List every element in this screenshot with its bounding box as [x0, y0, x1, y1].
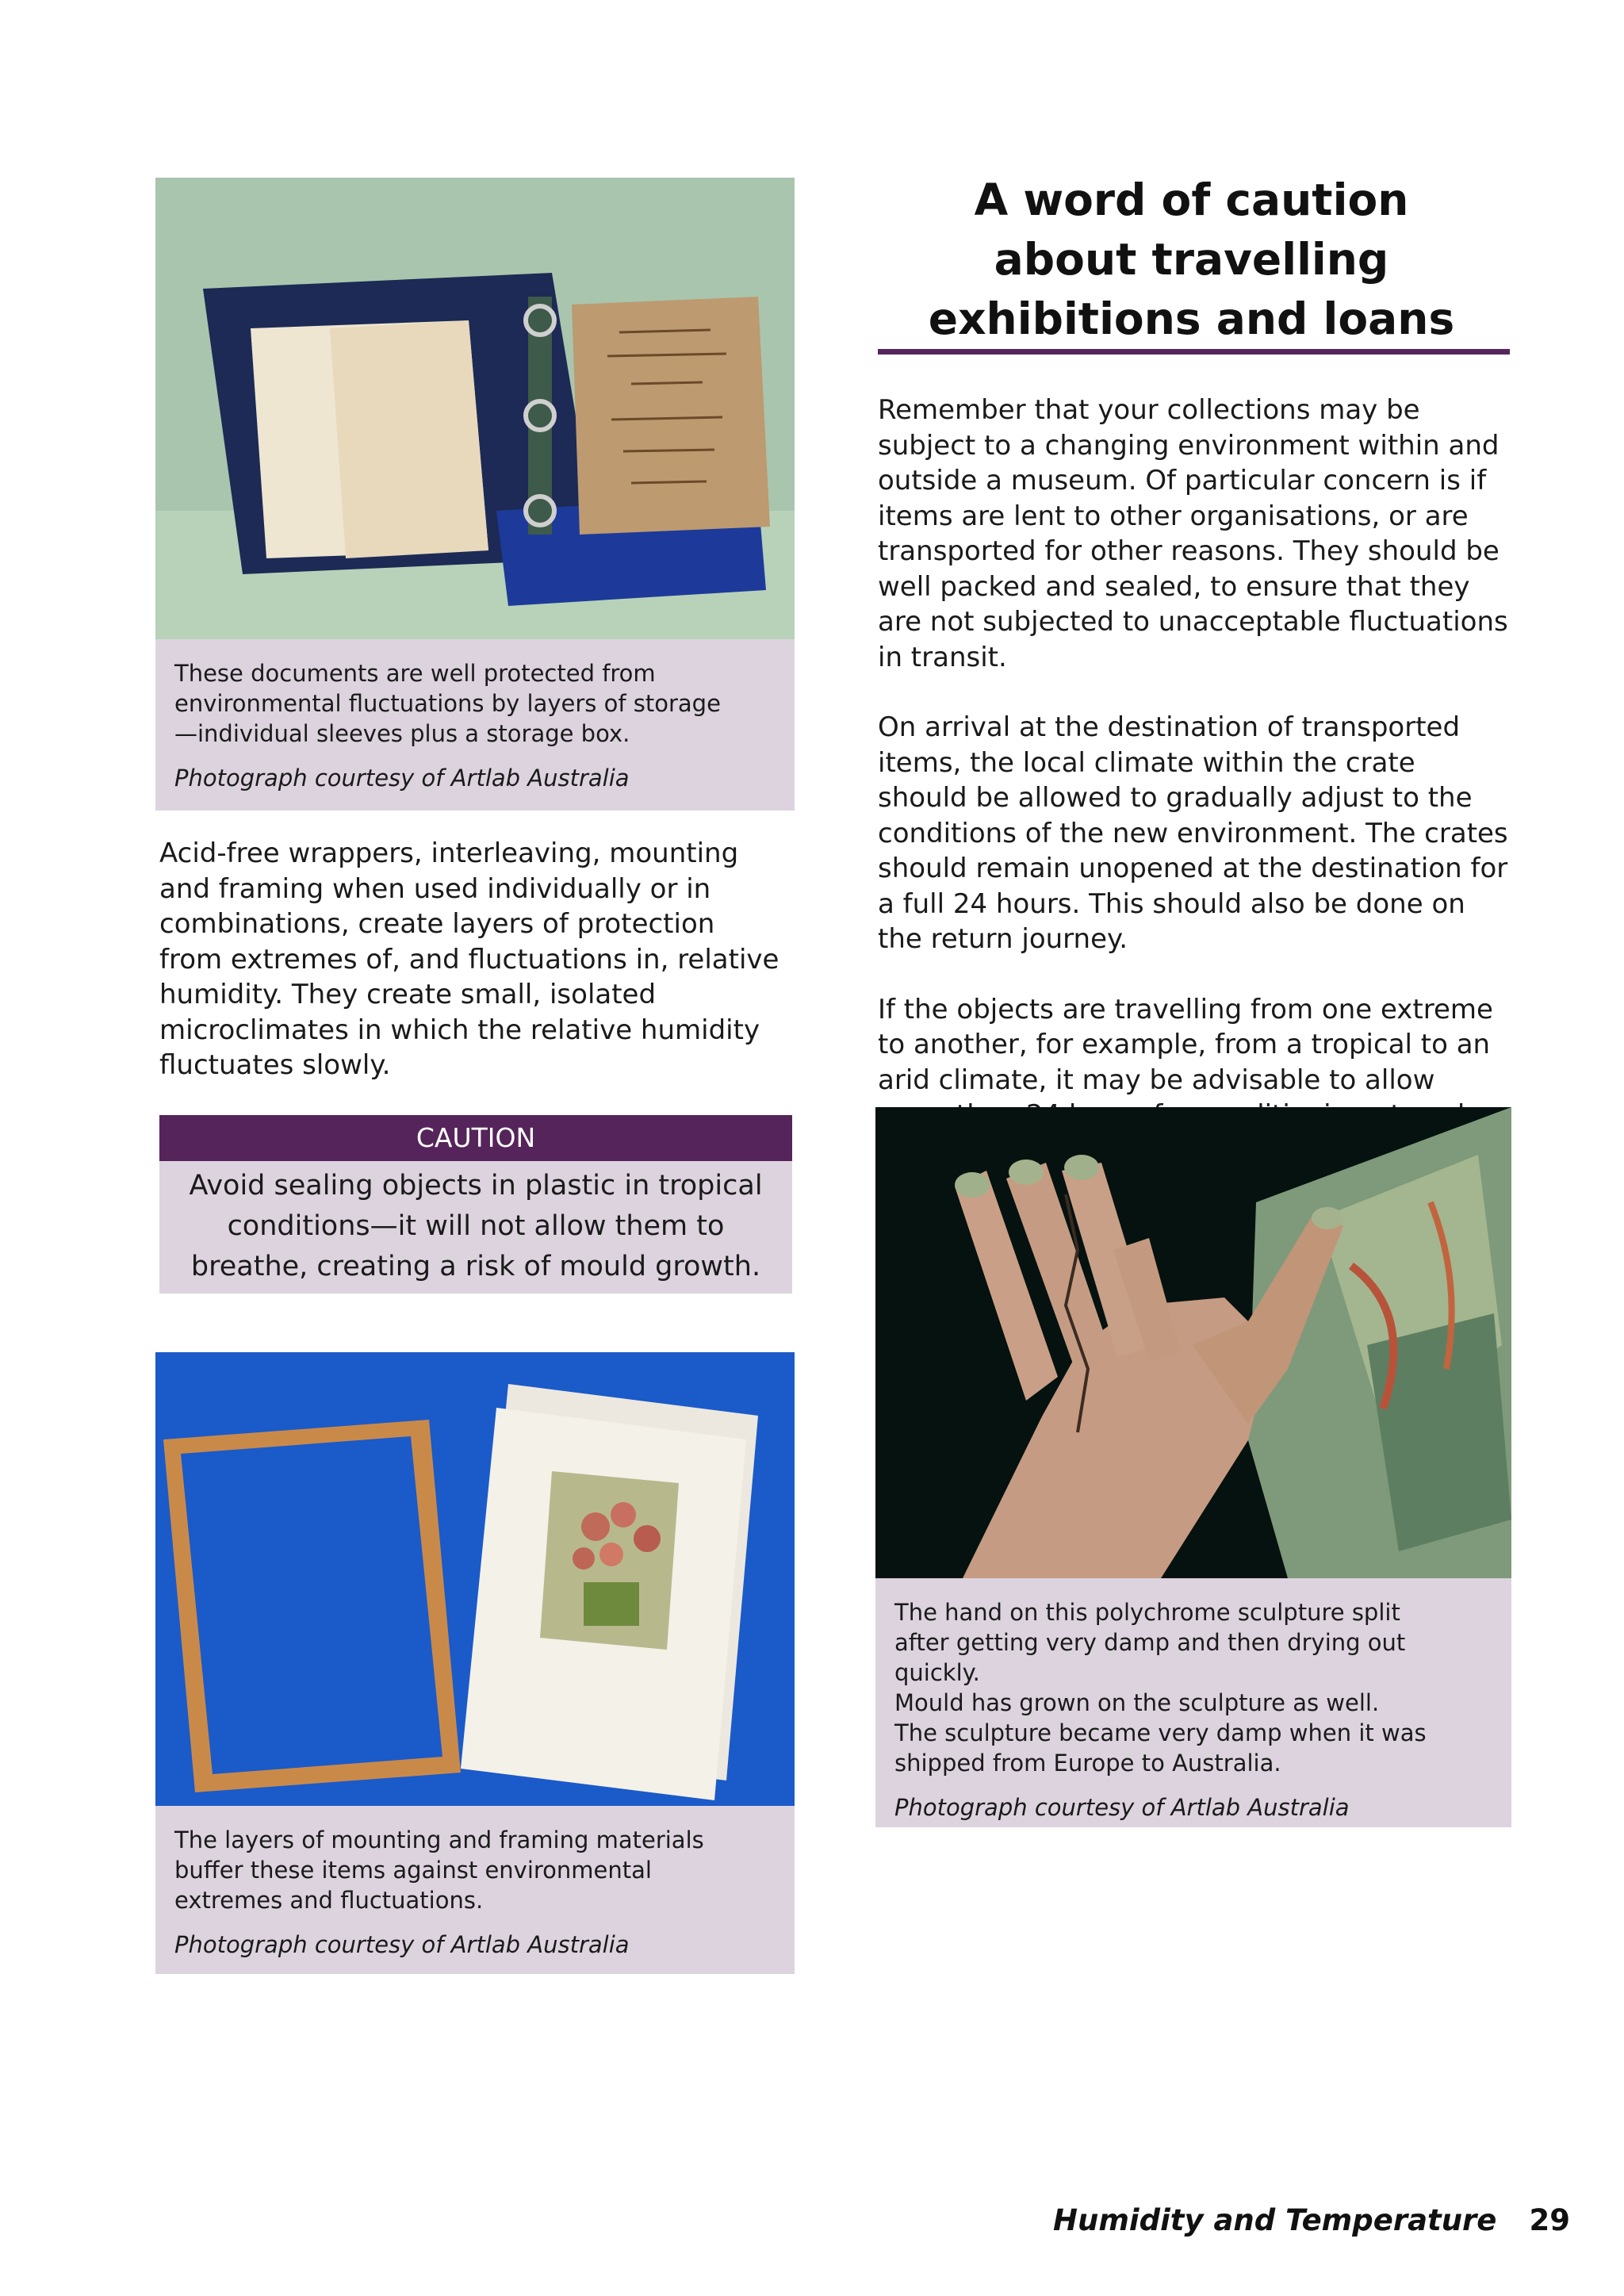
caution-text: Avoid sealing objects in plastic in tropical conditions—it will not allow them to breathe, creating a risk of mould growth.: [159, 1161, 792, 1294]
arrival-paragraph: On arrival at the destination of transported items, the local climate within the crate should be allowed to gradually adjust to the conditions of the new environment. The crates should remain unopened at the destination for a full 24 hours. This should also be done on the return journey.: [878, 711, 1508, 955]
sculpture-hand-photo: [875, 1107, 1511, 1578]
page-number: 29: [1529, 2203, 1570, 2237]
framing-caption-text: The layers of mounting and framing materials buffer these items against environmental extremes and fluctuations.: [174, 1826, 704, 1914]
framing-caption: [155, 1806, 795, 1974]
right-body-text: [878, 393, 1512, 1203]
sculpture-caption-line-2: after getting very damp and then drying out quickly.: [894, 1629, 1406, 1686]
collections-paragraph: Remember that your collections may be subject to a changing environment within and outside a museum. Of particular concern is if items are lent to other organisations, or are transported for other reasons. They should be well packed and sealed, to ensure that they are not subjected to unacceptable fluctuations in transit.: [878, 394, 1508, 673]
sculpture-caption-line-3: Mould has grown on the sculpture as well.: [894, 1689, 1380, 1716]
extreme-travel-paragraph: If the objects are travelling from one extreme to another, for example, from a tropical to an arid climate, it may be advisable to allow: [878, 993, 1493, 1096]
caution-label: CAUTION: [159, 1115, 792, 1161]
sculpture-caption-line-1: The hand on this polychrome sculpture split: [894, 1599, 1400, 1626]
framing-credit: Photograph courtesy of Artlab Australia: [174, 1931, 630, 1958]
storage-box-caption: [155, 639, 795, 811]
caution-box: [159, 1115, 792, 1294]
sculpture-hand-credit: Photograph courtesy of Artlab Australia: [894, 1794, 1350, 1821]
heading-rule: [878, 349, 1510, 355]
storage-box-photo: [155, 178, 795, 639]
storage-box-credit: Photograph courtesy of Artlab Australia: [174, 765, 630, 792]
storage-box-caption-text: These documents are well protected from environmental fluctuations by layers of storage—individual sleeves plus a storage box.: [174, 660, 721, 747]
layers-paragraph: Acid-free wrappers, interleaving, mounting and framing when used individually or in combinations, create layers of protection from extremes of, and fluctuations in, relative humidity. They create small, isolated microclimates in which the relative humidity fluctuates slowly.: [159, 838, 779, 1081]
page-footer: [1031, 2203, 1570, 2237]
sculpture-caption-line-5: shipped from Europe to Australia.: [894, 1750, 1281, 1777]
heading-line-1: A word of caution: [974, 174, 1409, 225]
framing-photo: [155, 1352, 795, 1806]
footer-section-title: Humidity and Temperature: [1053, 2203, 1497, 2237]
heading-line-2: about travelling: [994, 234, 1389, 285]
sculpture-hand-caption: [875, 1578, 1511, 1827]
left-body-text: [159, 836, 786, 1118]
sculpture-caption-line-4: The sculpture became very damp when it was: [894, 1719, 1427, 1746]
heading-line-3: exhibitions and loans: [928, 293, 1455, 344]
section-heading: [876, 171, 1507, 349]
